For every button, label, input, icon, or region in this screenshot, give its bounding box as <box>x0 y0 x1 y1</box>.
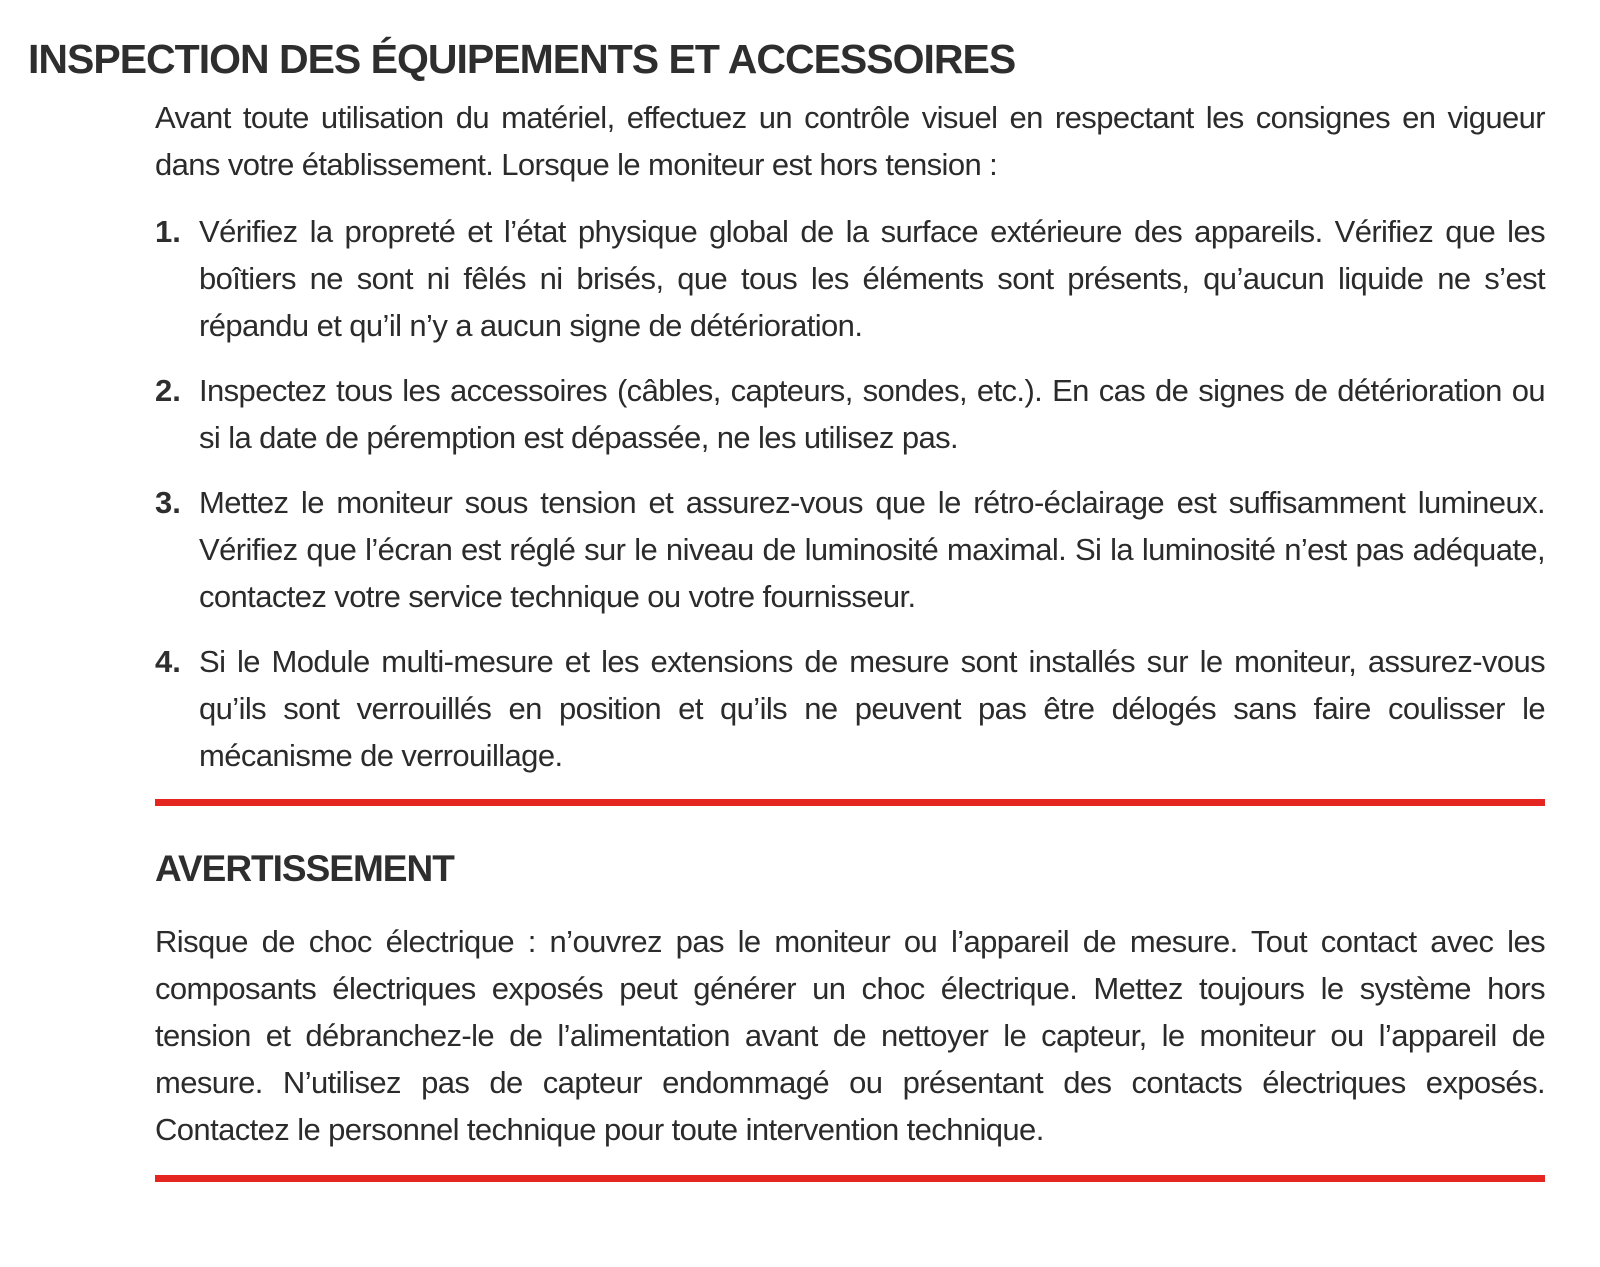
step-item <box>155 367 1545 461</box>
warning-title: AVERTISSEMENT <box>155 848 454 889</box>
step-item <box>155 638 1545 779</box>
inspection-steps <box>155 208 1545 779</box>
step-text: Si le Module multi-mesure et les extensions de mesure sont installés sur le moniteur, assurez-vous qu’ils sont verrouillés en position et qu’ils ne peuvent pas être délogés sans faire coulisser le mécanisme de verrouillage. <box>199 644 1545 773</box>
step-text: Mettez le moniteur sous tension et assurez-vous que le rétro-éclairage est suffisamment lumineux. Vérifiez que l’écran est réglé sur le niveau de luminosité maximal. Si la luminosité n’est pas adéquate, contactez votre service technique ou votre fournisseur. <box>199 485 1545 614</box>
step-number: 1. <box>155 214 181 249</box>
section-title: INSPECTION DES ÉQUIPEMENTS ET ACCESSOIRES <box>28 36 1016 82</box>
step-number: 2. <box>155 373 181 408</box>
step-number: 3. <box>155 485 181 520</box>
warning-bottom-divider <box>155 1175 1545 1182</box>
step-item <box>155 208 1545 349</box>
step-text: Vérifiez la propreté et l’état physique global de la surface extérieure des appareils. Vérifiez que les boîtiers ne sont ni fêlés ni brisés, que tous les éléments sont présents, qu’aucun liquide ne s’est répandu et qu’il n’y a aucun signe de détérioration. <box>199 214 1545 343</box>
intro-paragraph: Avant toute utilisation du matériel, effectuez un contrôle visuel en respectant les consignes en vigueur dans votre établissement. Lorsque le moniteur est hors tension : <box>155 100 1545 182</box>
step-item <box>155 479 1545 620</box>
step-text: Inspectez tous les accessoires (câbles, capteurs, sondes, etc.). En cas de signes de détérioration ou si la date de péremption est dépassée, ne les utilisez pas. <box>199 373 1545 455</box>
warning-top-divider <box>155 799 1545 806</box>
warning-paragraph: Risque de choc électrique : n’ouvrez pas le moniteur ou l’appareil de mesure. Tout contact avec les composants électriques exposés peut générer un choc électrique. Mettez toujours le système hors tension et débranchez-le de l’alimentation avant de nettoyer le capteur, le moniteur ou l’appareil de mesure. N’utilisez pas de capteur endommagé ou présentant des contacts électriques exposés. Contactez le personnel technique pour toute intervention technique. <box>155 924 1545 1147</box>
section-content <box>155 94 1545 1182</box>
step-number: 4. <box>155 644 181 679</box>
